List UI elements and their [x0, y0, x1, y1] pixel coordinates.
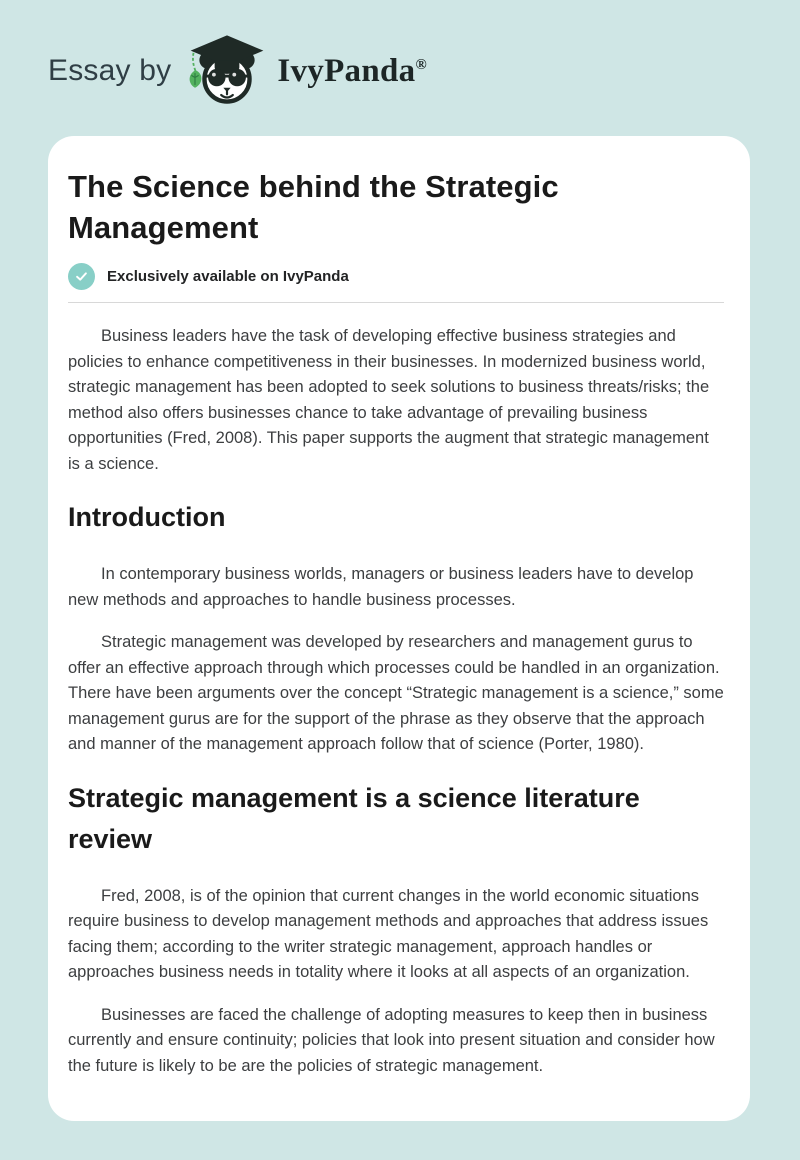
essay-title: The Science behind the Strategic Management: [68, 169, 559, 245]
divider: [68, 302, 724, 303]
paragraph: Business leaders have the task of developing effective business strategies and policies to enhance competitiveness in their businesses. In modernized business world, strategic management has been adopted to seek solutions to business threats/risks; the method also offers businesses chance to take advantage of prevailing business opportunities (Fred, 2008). This paper supports the augment that strategic management is a science.: [68, 327, 710, 473]
availability-label: Exclusively available on IvyPanda: [107, 268, 349, 285]
paragraph: Businesses are faced the challenge of adopting measures to keep then in business currently and ensure continuity; policies that look into present situation and consider how the future is likely to be are the policies of strategic management.: [68, 1005, 715, 1075]
brand-name: IvyPanda: [277, 52, 416, 89]
paragraph: Strategic management was developed by researchers and management gurus to offer an effective approach through which processes could be handled in an organization. There have been arguments over the concept “Strategic management is a science,” some management gurus are for the support of the phrase as they observe that the approach and manner of the management approach follow that of science (Porter, 1980).: [68, 633, 724, 753]
section-heading-literature-review: Strategic management is a science literature review: [68, 782, 640, 854]
essay-card: [48, 136, 750, 1121]
brand-wordmark: [277, 53, 427, 90]
section-heading-introduction: Introduction: [68, 502, 226, 532]
registered-mark: ®: [415, 56, 427, 73]
check-icon: [68, 263, 95, 290]
paragraph: Fred, 2008, is of the opinion that current changes in the world economic situations require business to develop management methods and approaches that address issues facing them; according to the writer strategic management, approach handles or approaches business needs in totality where it looks at all aspects of an organization.: [68, 886, 709, 981]
essay-by-label: Essay by: [48, 54, 172, 87]
panda-graduate-icon: [185, 31, 269, 111]
paragraph: In contemporary business worlds, managers or business leaders have to develop new methods and approaches to handle business processes.: [68, 565, 694, 609]
site-header: [0, 0, 800, 112]
availability-badge: [68, 263, 724, 290]
